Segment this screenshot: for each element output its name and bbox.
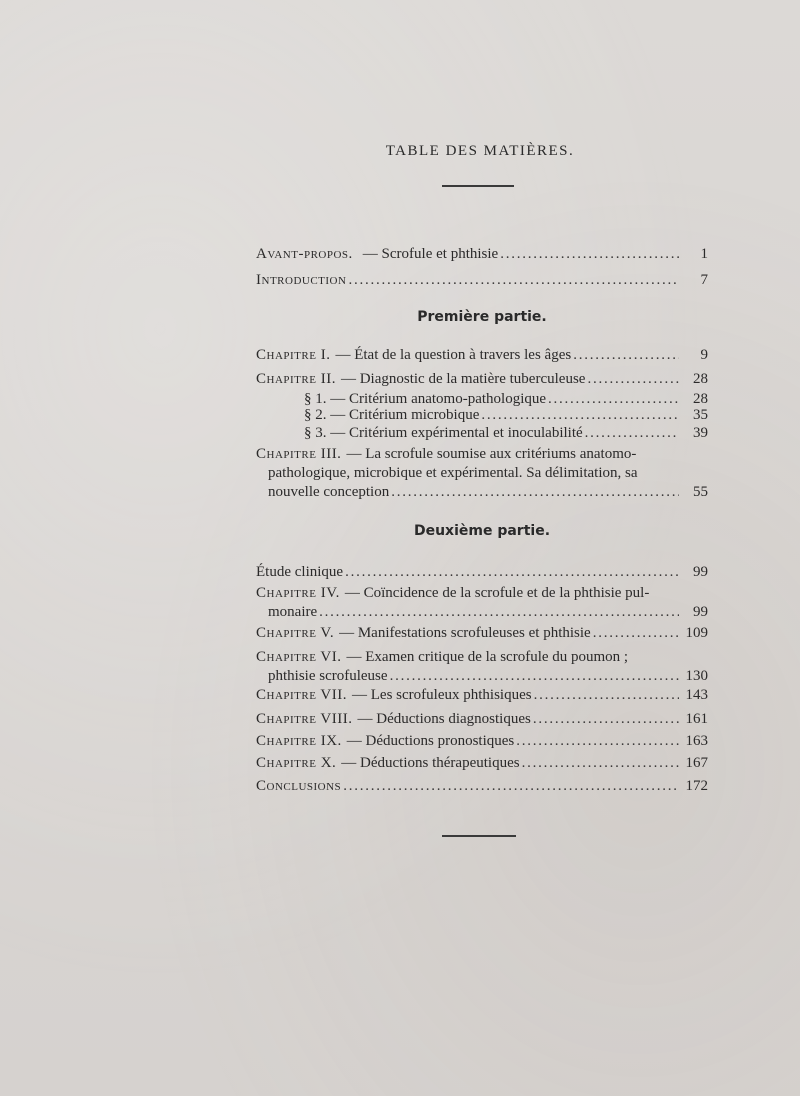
- entry-page-number: 35: [693, 407, 708, 423]
- entry-page-number: 39: [693, 425, 708, 441]
- leader-dots: [585, 424, 679, 443]
- leader-dots: [534, 686, 679, 705]
- leader-dots: [516, 732, 679, 751]
- entry-text: — Déductions pronostiques: [346, 733, 515, 749]
- entry-label: Avant-propos.: [256, 246, 353, 262]
- leader-dots: [345, 563, 679, 582]
- entry-text-line-2: monaire: [268, 604, 318, 620]
- toc-entry-chapitre-6[interactable]: [256, 648, 708, 686]
- title-rule: [442, 185, 514, 187]
- toc-entry-conclusions[interactable]: [256, 777, 708, 796]
- toc-entry-introduction[interactable]: [256, 271, 708, 290]
- entry-text: — Diagnostic de la matière tuberculeuse: [340, 371, 586, 387]
- leader-dots: [390, 667, 679, 686]
- entry-text: — Déductions thérapeutiques: [341, 755, 520, 771]
- toc-entry-section-2[interactable]: [256, 406, 708, 425]
- part-heading-deuxieme: Deuxième partie.: [413, 523, 551, 539]
- leader-dots: [533, 710, 679, 729]
- entry-page-number: 99: [693, 564, 708, 580]
- toc-entry-chapitre-4[interactable]: [256, 584, 708, 622]
- entry-text: — Les scrofuleux phthisiques: [352, 687, 532, 703]
- leader-dots: [481, 406, 679, 425]
- entry-page-number: 7: [700, 272, 708, 288]
- entry-label: Chapitre X.: [256, 755, 337, 771]
- toc-entry-section-3[interactable]: [256, 424, 708, 443]
- entry-text-line-1: — La scrofule soumise aux critériums anatomo-: [346, 446, 637, 462]
- entry-text-line-1: — Examen critique de la scrofule du poumon ;: [346, 649, 629, 665]
- toc-entry-chapitre-8[interactable]: [256, 710, 708, 729]
- entry-text-line-1: — Coïncidence de la scrofule et de la phthisie pul-: [344, 585, 650, 601]
- entry-label: Chapitre II.: [256, 371, 336, 387]
- entry-label: Chapitre I.: [256, 347, 331, 363]
- leader-dots: [391, 483, 679, 502]
- entry-page-number: 28: [693, 391, 708, 407]
- toc-entry-chapitre-9[interactable]: [256, 732, 708, 751]
- entry-text-line-2: phthisie scrofuleuse: [268, 668, 388, 684]
- leader-dots: [319, 603, 679, 622]
- entry-label: Introduction: [256, 272, 347, 288]
- entry-label: Chapitre III.: [256, 446, 342, 462]
- leader-dots: [587, 370, 679, 389]
- entry-label: Chapitre IX.: [256, 733, 342, 749]
- entry-text: — Manifestations scrofuleuses et phthisie: [339, 625, 591, 641]
- entry-label: Chapitre VIII.: [256, 711, 353, 727]
- entry-page-number: 130: [685, 668, 708, 684]
- entry-page-number: 99: [693, 604, 708, 620]
- entry-text-line-2: pathologique, microbique et expérimental. Sa délimitation, sa: [268, 465, 638, 481]
- entry-page-number: 143: [685, 687, 708, 703]
- entry-page-number: 163: [685, 733, 708, 749]
- entry-text: — État de la question à travers les âges: [335, 347, 572, 363]
- closing-rule: [442, 835, 516, 837]
- entry-page-number: 55: [693, 484, 708, 500]
- entry-page-number: 167: [685, 755, 708, 771]
- toc-entry-etude-clinique[interactable]: [256, 563, 708, 582]
- toc-entry-chapitre-5[interactable]: [256, 624, 708, 643]
- entry-text: — Déductions diagnostiques: [357, 711, 531, 727]
- entry-label: Chapitre IV.: [256, 585, 340, 601]
- toc-entry-avant-propos[interactable]: [256, 245, 708, 264]
- entry-text: Étude clinique: [256, 564, 344, 580]
- leader-dots: [500, 245, 679, 264]
- toc-entry-chapitre-1[interactable]: [256, 346, 708, 365]
- leader-dots: [593, 624, 679, 643]
- leader-dots: [573, 346, 679, 365]
- entry-label: Chapitre V.: [256, 625, 335, 641]
- entry-text: — Scrofule et phthisie: [362, 246, 499, 262]
- entry-page-number: 172: [685, 778, 708, 794]
- toc-entry-chapitre-2[interactable]: [256, 370, 708, 389]
- entry-page-number: 161: [685, 711, 708, 727]
- page-title: TABLE DES MATIÈRES.: [385, 143, 575, 159]
- entry-text: § 1. — Critérium anatomo-pathologique: [304, 391, 547, 407]
- entry-page-number: 9: [700, 347, 708, 363]
- entry-label: Chapitre VI.: [256, 649, 342, 665]
- entry-page-number: 109: [685, 625, 708, 641]
- entry-label: Conclusions: [256, 778, 342, 794]
- leader-dots: [348, 271, 679, 290]
- entry-text: § 3. — Critérium expérimental et inoculabilité: [304, 425, 583, 441]
- leader-dots: [343, 777, 679, 796]
- toc-entry-chapitre-7[interactable]: [256, 686, 708, 705]
- toc-entry-chapitre-10[interactable]: [256, 754, 708, 773]
- toc-entry-chapitre-3[interactable]: [256, 445, 708, 502]
- entry-page-number: 1: [700, 246, 708, 262]
- entry-text: § 2. — Critérium microbique: [304, 407, 480, 423]
- entry-text-line-3: nouvelle conception: [268, 484, 390, 500]
- part-heading-premiere: Première partie.: [417, 309, 547, 325]
- entry-label: Chapitre VII.: [256, 687, 348, 703]
- entry-page-number: 28: [693, 371, 708, 387]
- leader-dots: [522, 754, 679, 773]
